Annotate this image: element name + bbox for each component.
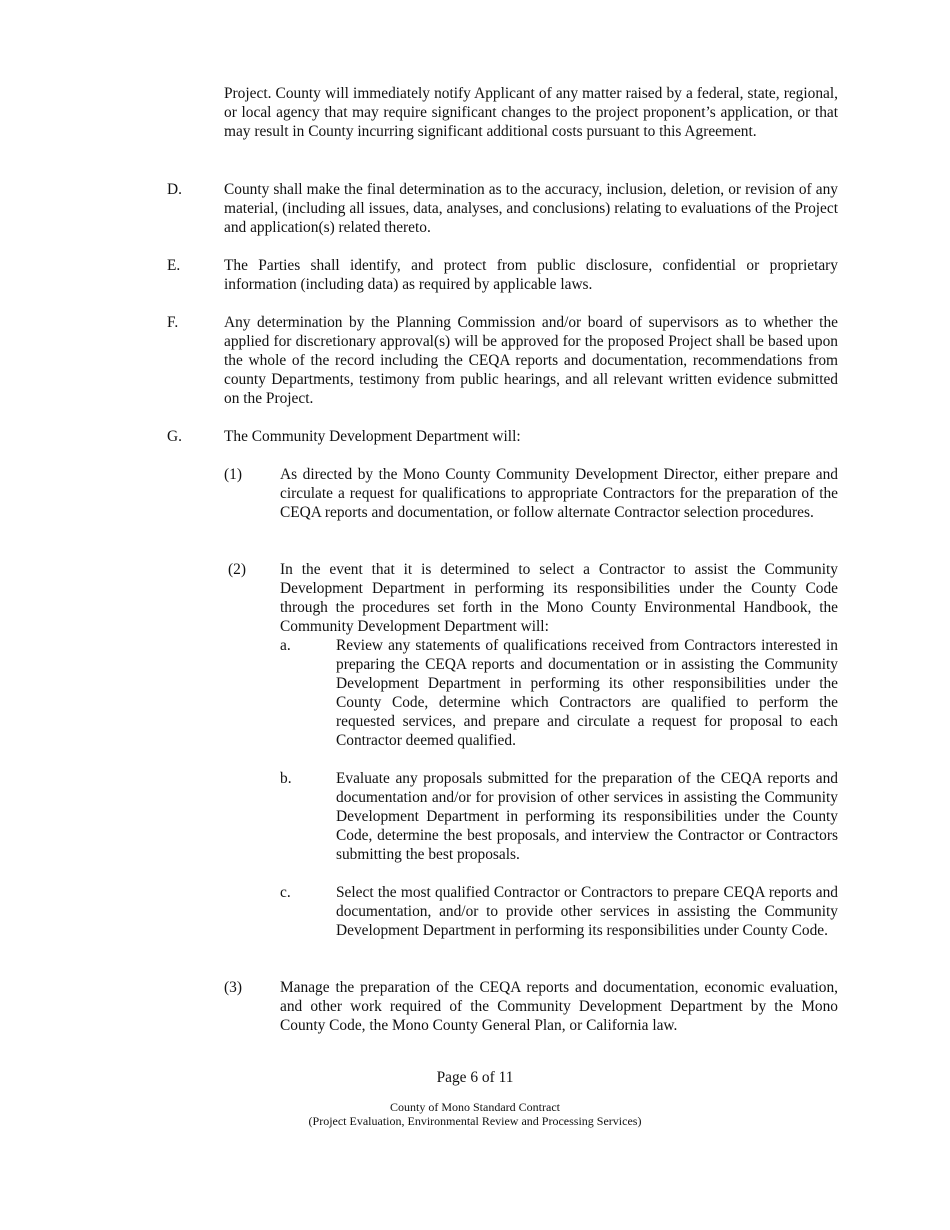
section-text-d: County shall make the final determination as to the accuracy, inclusion, deletion, or revision of any material, (including all issues, data, analyses, and conclusions) relating to evaluations of the Project and application(s) related thereto. <box>224 181 838 236</box>
item-text-b: Evaluate any proposals submitted for the preparation of the CEQA reports and documentation and/or for provision of other services in assisting the Community Development Department in performing its responsibilities under the County Code, determine the best proposals, and interview the Contractor or Contractors submitting the best proposals. <box>336 770 838 863</box>
section-label-g: G. <box>167 428 182 445</box>
footer-contract-subtitle: (Project Evaluation, Environmental Review and Processing Services) <box>308 1114 642 1128</box>
section-label-e: E. <box>167 257 181 274</box>
section-text-f: Any determination by the Planning Commission and/or board of supervisors as to whether the applied for discretionary approval(s) will be approved for the proposed Project shall be based upon the whole of the record including the CEQA reports and documentation, recommendations from county Departments, testimony from public hearings, and all relevant written evidence submitted on the Project. <box>224 314 838 407</box>
item-text-c: Select the most qualified Contractor or Contractors to prepare CEQA reports and documentation, and/or to provide other services in assisting the Community Development Department in performing its responsibilities under County Code. <box>336 884 838 939</box>
section-text-e: The Parties shall identify, and protect from public disclosure, confidential or proprietary information (including data) as required by applicable laws. <box>224 257 838 293</box>
footer-contract-title: County of Mono Standard Contract <box>390 1100 560 1114</box>
item-label-a: a. <box>280 637 291 654</box>
subsection-text-3: Manage the preparation of the CEQA reports and documentation, economic evaluation, and other work required of the Community Development Department by the Mono County Code, the Mono County General Plan, or California law. <box>280 979 838 1034</box>
subsection-label-2: (2) <box>228 561 246 578</box>
section-label-f: F. <box>167 314 179 331</box>
intro-paragraph: Project. County will immediately notify Applicant of any matter raised by a federal, state, regional, or local agency that may require significant changes to the project proponent’s application, or that may result in County incurring significant additional costs pursuant to this Agreement. <box>224 85 838 140</box>
item-label-b: b. <box>280 770 292 787</box>
subsection-text-1: As directed by the Mono County Community Development Director, either prepare and circulate a request for qualifications to appropriate Contractors for the preparation of the CEQA reports and documentation, or follow alternate Contractor selection procedures. <box>280 466 838 521</box>
item-label-c: c. <box>280 884 291 901</box>
section-text-g: The Community Development Department will: <box>224 428 521 445</box>
subsection-label-1: (1) <box>224 466 242 483</box>
item-text-a: Review any statements of qualifications received from Contractors interested in preparing the CEQA reports and documentation or in assisting the Community Development Department in performing its other responsibilities under the County Code, determine which Contractors are qualified to perform the requested services, and prepare and circulate a request for proposal to each Contractor deemed qualified. <box>336 637 838 749</box>
section-label-d: D. <box>167 181 182 198</box>
subsection-text-2: In the event that it is determined to select a Contractor to assist the Community Development Department in performing its responsibilities under the County Code through the procedures set forth in the Mono County Environmental Handbook, the Community Development Department will: <box>280 561 838 635</box>
subsection-label-3: (3) <box>224 979 242 996</box>
page-number: Page 6 of 11 <box>436 1069 514 1086</box>
